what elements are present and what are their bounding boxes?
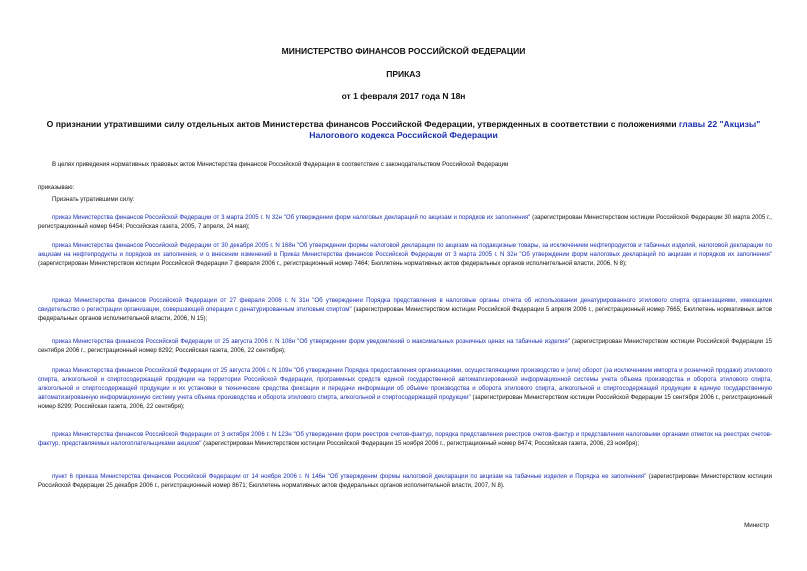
list-item [38, 430, 772, 448]
item-text: (зарегистрирован Министерством юстиции Российской Федерации 15 сентября 2006 г., регистрационный номер 8292; Российская газета, 2006, 22 сентября); [38, 338, 772, 355]
item-text: (зарегистрирован Министерством юстиции Российской Федерации 15 сентября 2006 г., регистрационный номер 8299; Российская газета, 2006, 22 сентября); [38, 394, 772, 411]
item-link[interactable]: пункт 6 приказа Министерства финансов Российской Федерации от 14 ноября 2006 г. N 146н "Об утверждении формы налоговой декларации по акцизам на табачные изделия и Порядка ее заполнения" [52, 473, 647, 480]
preamble: В целях приведения нормативных правовых актов Министерства финансов Российской Федерации в соответствие с законодательством Российской Федерации [52, 161, 509, 168]
signature-title: Министр [744, 522, 769, 529]
item-text: (зарегистрирован Министерством юстиции Российской Федерации 30 марта 2005 г., регистрационный номер 6454; Российская газета, 2005, 7 апреля, 24 мая); [38, 214, 772, 231]
item-link[interactable]: приказ Министерства финансов Российской Федерации от 3 октября 2006 г. N 123н "Об утверждении форм реестров счетов-фактур, порядка представления реестров счетов-фактур и представления налоговыми органами отметок на реестрах счетов-фактур, представляемых налогоплательщиками акцизов" [38, 431, 772, 448]
list-item [38, 366, 772, 411]
list-item [38, 241, 772, 268]
item-link[interactable]: приказ Министерства финансов Российской Федерации от 30 декабря 2005 г. N 168н "Об утверждении формы налоговой декларации по акцизам на подакцизные товары, за исключением нефтепродуктов и табачных изделий, налоговой декларации по акцизам на нефтепродукты и порядков их заполнения, и о внесении изменений в Приказ Министерства финансов Российской Федерации от 3 марта 2005 г. N 32н "Об утверждении форм налоговых деклараций по акцизам и порядков их заполнения" [38, 242, 772, 259]
title-link-chapter-22[interactable]: главы 22 "Акцизы" Налогового кодекса Российской Федерации [309, 119, 761, 140]
item-link[interactable]: приказ Министерства финансов Российской Федерации от 25 августа 2006 г. N 109н "Об утверждении Порядка предоставления организациями, осуществляющими производство и (или) оборот (за исключением импорта и розничной продажи) этилового спирта, алкогольной и спиртосодержащей продукции на территории Российской Федерации, программных средств единой государственной автоматизированной информационной системы учета объема производства и оборота этилового спирта, алкогольной и спиртосодержащей продукции и их установки в технические средства фиксации и передачи информации об объеме производства и оборота этилового спирта, алкогольной и спиртосодержащей продукции в единую государственную автоматизированную информационную систему учета объема производства и оборота этилового спирта, алкогольной и спиртосодержащей продукции" [38, 367, 772, 402]
list-item [38, 337, 772, 355]
list-item [38, 296, 772, 323]
doc-type-heading: ПРИКАЗ [386, 69, 421, 79]
order-word: приказываю: [38, 184, 75, 191]
document-title [40, 119, 767, 141]
title-text: О признании утратившими силу отдельных актов Министерства финансов Российской Федерации, утвержденных в соответствии с положениями [46, 119, 679, 129]
item-lead: Признать утратившими силу: [52, 196, 135, 203]
date-number-heading: от 1 февраля 2017 года N 18н [341, 91, 466, 101]
list-item [38, 213, 772, 231]
item-text: (зарегистрирован Министерством юстиции Российской Федерации 15 ноября 2006 г., регистрационный номер 8474; Российская газета, 2006, 23 ноября); [201, 440, 640, 448]
item-link[interactable]: приказ Министерства финансов Российской Федерации от 27 февраля 2006 г. N 31н "Об утверждении Порядка представления в налоговые органы отчета об использовании денатурированного этилового спирта организациями, имеющими свидетельство о регистрации организации, совершающей операции с денатурированным этиловым спиртом" [38, 297, 772, 314]
item-link[interactable]: приказ Министерства финансов Российской Федерации от 3 марта 2005 г. N 32н "Об утверждении форм налоговых деклараций по акцизам и порядков их заполнения" [52, 214, 531, 221]
item-text: (зарегистрирован Министерством юстиции Российской Федерации 25 декабря 2006 г., регистрационный номер 8671; Бюллетень нормативных актов федеральных органов исполнительной власти, 2007, N 8). [38, 473, 772, 490]
ministry-heading: МИНИСТЕРСТВО ФИНАНСОВ РОССИЙСКОЙ ФЕДЕРАЦИИ [281, 46, 526, 56]
list-item [38, 472, 772, 490]
item-text: (зарегистрирован Министерством юстиции Российской Федерации 5 апреля 2006 г., регистрационный номер 7665; Бюллетень нормативных актов федеральных органов исполнительной власти, 2006, N 15); [38, 306, 773, 323]
item-text: (зарегистрирован Министерством юстиции Российской Федерации 7 февраля 2006 г., регистрационный номер 7464; Бюллетень нормативных актов федеральных органов исполнительной власти, 2006, N 8); [38, 260, 627, 268]
item-link[interactable]: приказ Министерства финансов Российской Федерации от 25 августа 2006 г. N 108н "Об утверждении форм уведомлений о максимальных розничных ценах на табачные изделия" [52, 338, 570, 345]
